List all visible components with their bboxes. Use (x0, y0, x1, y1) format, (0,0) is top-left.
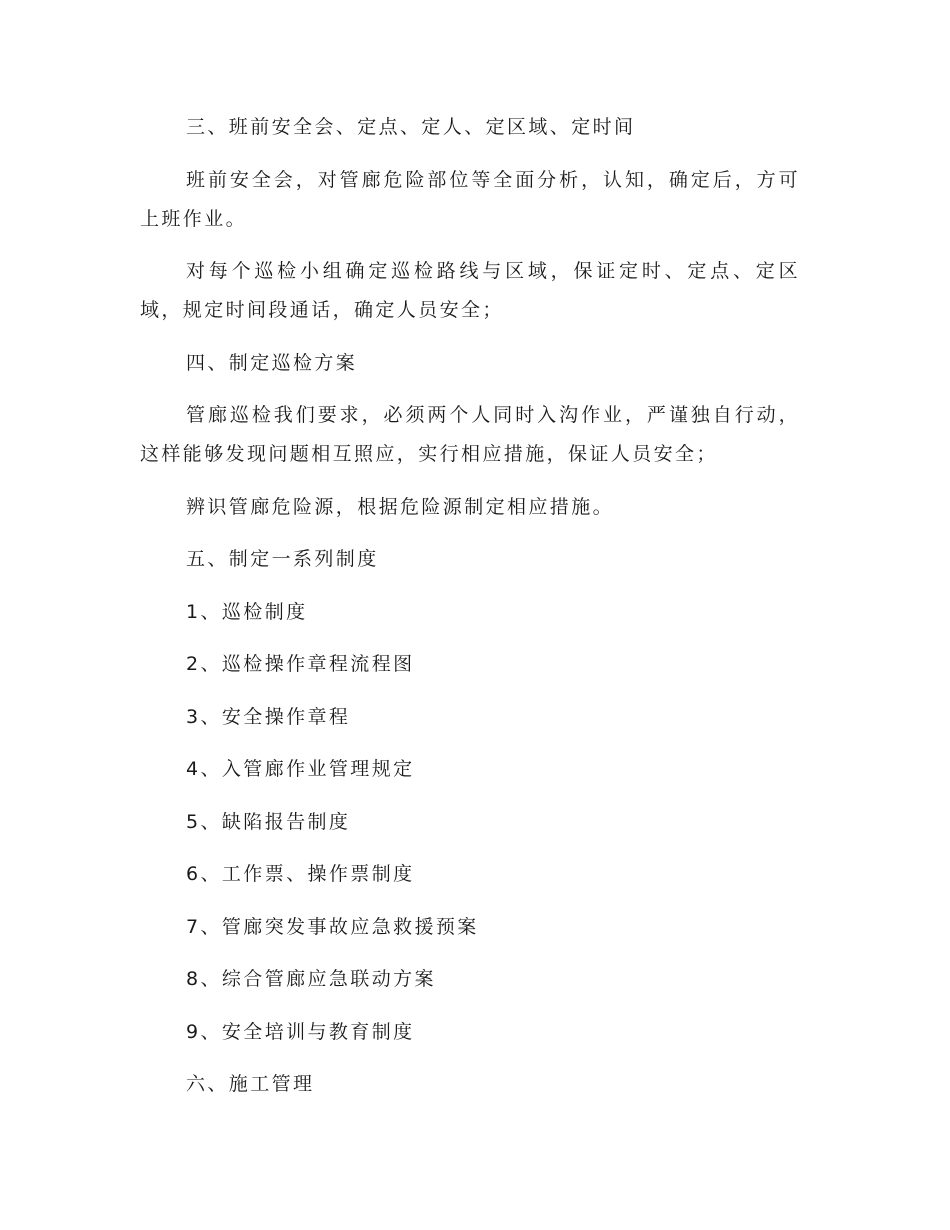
paragraph: 管廊巡检我们要求，必须两个人同时入沟作业，严谨独自行动，这样能够发现问题相互照应，实行相应措施，保证人员安全； (140, 404, 800, 465)
list-item: 4、入管廊作业管理规定 (186, 758, 415, 780)
list-item: 9、安全培训与教育制度 (186, 1020, 415, 1043)
paragraph: 班前安全会，对管廊危险部位等全面分析，认知，确定后，方可上班作业。 (140, 168, 800, 230)
paragraph: 辨识管廊危险源，根据危险源制定相应措施。 (186, 495, 615, 518)
list-item: 5、缺陷报告制度 (186, 810, 351, 833)
list-item: 1、巡检制度 (186, 600, 308, 623)
list-item: 2、巡检操作章程流程图 (186, 653, 415, 675)
section-heading-4: 四、制定巡检方案 (186, 351, 358, 374)
list-item: 8、综合管廊应急联动方案 (186, 968, 436, 990)
paragraph: 对每个巡检小组确定巡检路线与区域，保证定时、定点、定区域，规定时间段通话，确定人员安全； (140, 260, 800, 321)
section-heading-5: 五、制定一系列制度 (186, 548, 379, 570)
section-heading-3: 三、班前安全会、定点、定人、定区域、定时间 (186, 116, 636, 138)
list-item: 7、管廊突发事故应急救援预案 (186, 915, 479, 938)
section-heading-6: 六、施工管理 (186, 1073, 315, 1095)
list-item: 3、安全操作章程 (186, 705, 351, 728)
document-body (140, 108, 800, 1118)
list-item: 6、工作票、操作票制度 (186, 863, 415, 885)
